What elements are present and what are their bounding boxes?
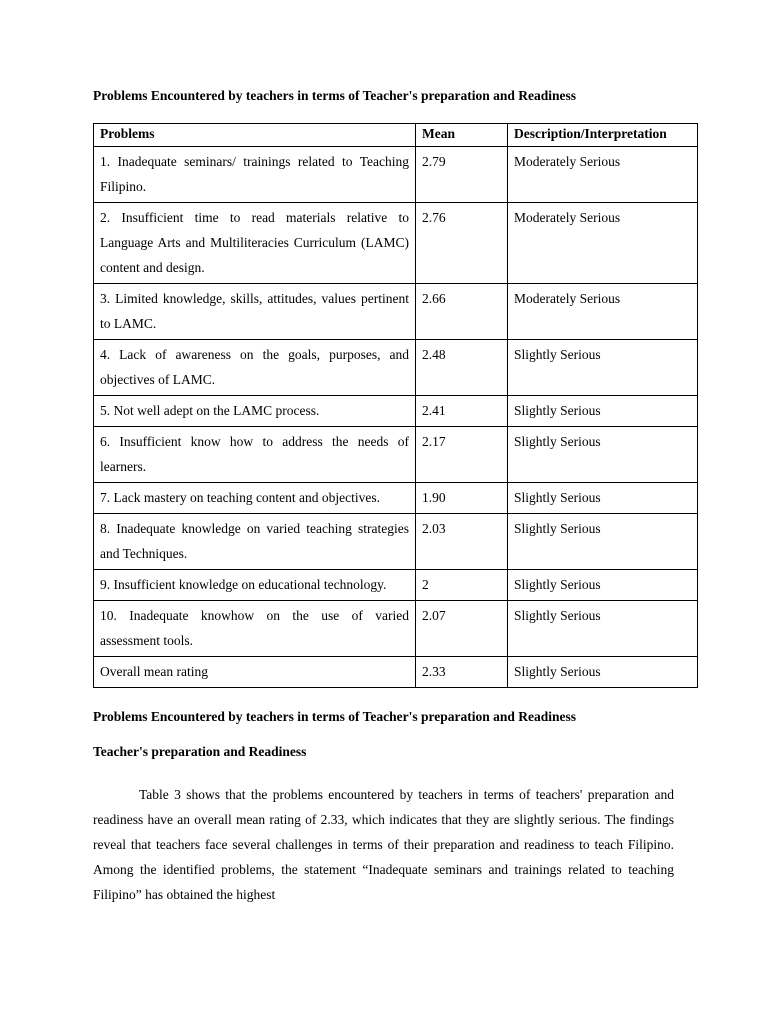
mean-cell: 2.33 [416, 657, 508, 688]
mean-cell: 2.66 [416, 284, 508, 340]
description-cell: Slightly Serious [508, 514, 698, 570]
table-row [94, 427, 698, 483]
table-row [94, 396, 698, 427]
header-description: Description/Interpretation [508, 124, 698, 147]
mean-cell: 2.07 [416, 601, 508, 657]
body-paragraph: Table 3 shows that the problems encountered by teachers in terms of teachers' preparation and readiness have an overall mean rating of 2.33, which indicates that they are slightly serious. The findings reveal that teachers face several challenges in terms of their preparation and readiness to teach Filipino. Among the identified problems, the statement “Inadequate seminars and trainings related to teaching Filipino” has obtained the highest [93, 787, 674, 902]
description-cell: Slightly Serious [508, 396, 698, 427]
section-heading: Problems Encountered by teachers in terms of Teacher's preparation and Readiness [93, 709, 576, 724]
problem-cell: Overall mean rating [94, 657, 416, 688]
problem-cell: 10. Inadequate knowhow on the use of varied assessment tools. [94, 601, 416, 657]
subheading: Teacher's preparation and Readiness [93, 744, 307, 759]
problem-cell: 3. Limited knowledge, skills, attitudes, values pertinent to LAMC. [94, 284, 416, 340]
mean-cell: 1.90 [416, 483, 508, 514]
problem-cell: 7. Lack mastery on teaching content and objectives. [94, 483, 416, 514]
description-cell: Slightly Serious [508, 570, 698, 601]
table-row [94, 340, 698, 396]
table-row [94, 601, 698, 657]
description-cell: Slightly Serious [508, 427, 698, 483]
table-row [94, 514, 698, 570]
problems-table [93, 123, 698, 688]
table-row [94, 570, 698, 601]
problem-cell: 2. Insufficient time to read materials relative to Language Arts and Multiliteracies Curriculum (LAMC) content and design. [94, 203, 416, 284]
problem-cell: 1. Inadequate seminars/ trainings related to Teaching Filipino. [94, 147, 416, 203]
mean-cell: 2 [416, 570, 508, 601]
mean-cell: 2.48 [416, 340, 508, 396]
table-row-overall [94, 657, 698, 688]
description-cell: Slightly Serious [508, 340, 698, 396]
problem-cell: 9. Insufficient knowledge on educational technology. [94, 570, 416, 601]
description-cell: Slightly Serious [508, 483, 698, 514]
header-problems: Problems [94, 124, 416, 147]
header-mean: Mean [416, 124, 508, 147]
table-title: Problems Encountered by teachers in terms of Teacher's preparation and Readiness [93, 88, 576, 103]
problem-cell: 6. Insufficient know how to address the needs of learners. [94, 427, 416, 483]
problem-cell: 8. Inadequate knowledge on varied teaching strategies and Techniques. [94, 514, 416, 570]
table-row [94, 284, 698, 340]
mean-cell: 2.41 [416, 396, 508, 427]
description-cell: Moderately Serious [508, 284, 698, 340]
table-row [94, 147, 698, 203]
description-cell: Slightly Serious [508, 601, 698, 657]
table-header-row [94, 124, 698, 147]
problem-cell: 4. Lack of awareness on the goals, purposes, and objectives of LAMC. [94, 340, 416, 396]
mean-cell: 2.17 [416, 427, 508, 483]
description-cell: Slightly Serious [508, 657, 698, 688]
mean-cell: 2.76 [416, 203, 508, 284]
table-row [94, 483, 698, 514]
description-cell: Moderately Serious [508, 203, 698, 284]
table-row [94, 203, 698, 284]
description-cell: Moderately Serious [508, 147, 698, 203]
mean-cell: 2.79 [416, 147, 508, 203]
problem-cell: 5. Not well adept on the LAMC process. [94, 396, 416, 427]
mean-cell: 2.03 [416, 514, 508, 570]
